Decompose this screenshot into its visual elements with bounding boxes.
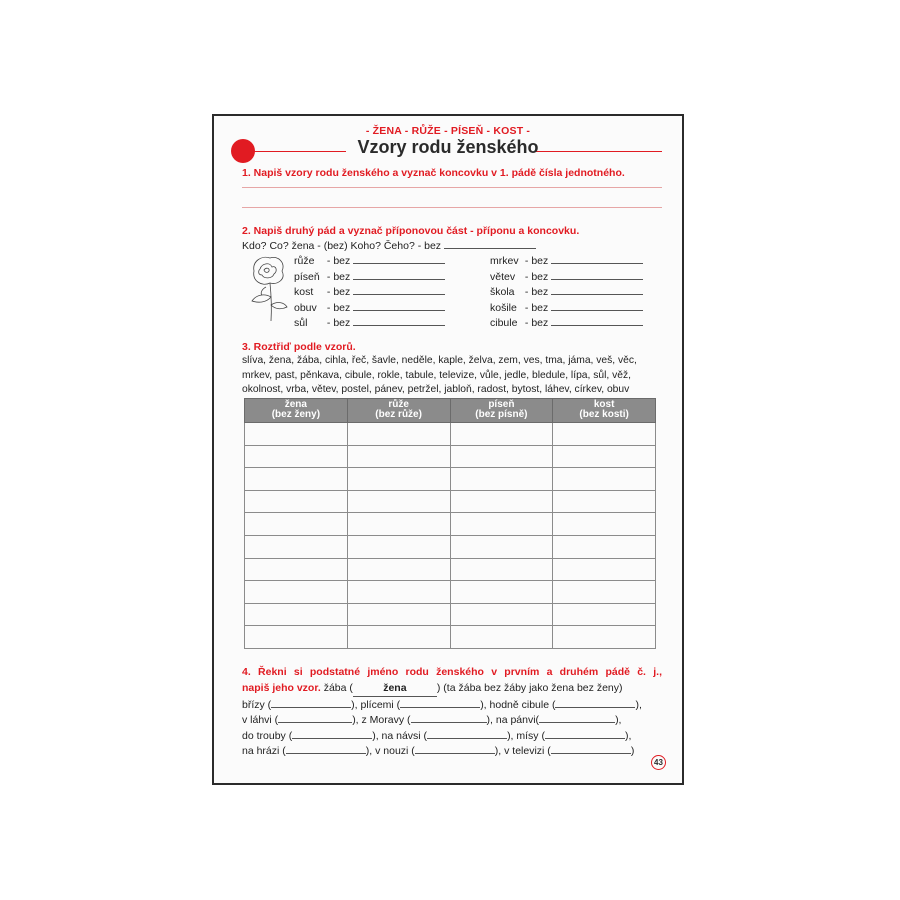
table-cell[interactable] [245,603,348,626]
answer-blank[interactable] [551,315,643,326]
row-text: ), plícemi ( [351,698,401,711]
column-header-pisen [450,399,553,423]
column-header-zena [245,399,348,423]
exercise-row [242,697,642,713]
exercise-2-left-list [294,253,445,331]
row-text: na hrázi ( [242,745,286,757]
column-header-ruze [347,399,450,423]
word: kost [294,286,314,298]
table-cell[interactable] [450,423,553,446]
table-cell[interactable] [347,445,450,468]
table-cell[interactable] [450,445,553,468]
answer-blank[interactable] [427,728,507,739]
table-cell[interactable] [245,490,348,513]
bez-label: - bez [326,301,351,314]
answer-blank[interactable] [551,253,643,264]
word: cibule [490,317,518,329]
bez-label: - bez [326,317,351,329]
bez-label: - bez [524,286,549,298]
answer-blank[interactable] [353,269,445,280]
row-text: břízy ( [242,698,272,711]
table-cell[interactable] [553,626,656,649]
exercise-2-right-list [490,253,643,331]
row-text: ), [635,698,642,711]
list-item [294,284,445,300]
table-row [245,423,656,446]
word: píseň [294,270,320,283]
bez-label: - bez [524,255,549,267]
table-cell[interactable] [347,626,450,649]
answer-blank[interactable] [444,238,536,249]
table-row [245,468,656,491]
column-title: kost [593,399,615,410]
column-subtitle: (bez písně) [475,409,528,420]
answer-blank[interactable] [551,300,643,311]
list-item [294,253,445,269]
table-cell[interactable] [245,445,348,468]
list-item [294,269,445,285]
example-row [242,681,642,697]
bez-label: - bez [524,317,549,329]
answer-blank[interactable] [353,284,445,295]
column-subtitle: (bez růže) [375,409,422,420]
table-cell[interactable] [553,535,656,558]
exercise-3-word-list [242,354,637,398]
column-subtitle: (bez kosti) [579,409,629,420]
exercise-1-heading: 1. Napiš vzory rodu ženského a vyznač koncovku v 1. pádě čísla jednotného. [242,167,625,179]
answer-blank[interactable] [353,315,445,326]
example-note: ) (ta žába bez žáby jako žena bez ženy) [436,682,623,694]
table-row [245,490,656,513]
answer-blank[interactable] [353,300,445,311]
table-cell[interactable] [553,445,656,468]
exercise-row [242,743,642,759]
table-cell[interactable] [553,513,656,536]
column-title: žena [284,399,307,410]
table-row [245,535,656,558]
table-cell[interactable] [347,558,450,581]
answer-blank[interactable] [411,712,487,723]
table-row [245,581,656,604]
row-text: ), [615,714,622,726]
workbook-page [212,114,684,785]
exercise-4-body [242,681,642,759]
list-item [490,284,643,300]
table-cell[interactable] [553,581,656,604]
answer-blank[interactable] [551,743,631,754]
rose-illustration-icon [244,253,290,323]
row-text: ), mísy ( [507,729,545,742]
table-row [245,626,656,649]
table-row [245,445,656,468]
exercise-2-heading: 2. Napiš druhý pád a vyznač příponovou část - příponu a koncovku. [242,225,580,237]
answer-blank[interactable] [286,743,366,754]
word: škola [490,286,515,298]
row-text: ), z Moravy ( [352,714,411,726]
table-cell[interactable] [245,581,348,604]
example-answer [353,681,437,697]
exercise-4-heading-line-2: napiš jeho vzor. [242,682,321,694]
word: mrkev [490,255,519,267]
word: větev [490,270,516,283]
exercise-4-heading-line-1: 4. Řekni si podstatné jméno rodu ženského v prvním a druhém pádě č. j., [242,666,662,678]
table-cell[interactable] [245,558,348,581]
table-cell[interactable] [450,535,553,558]
table-header-row [245,399,656,423]
list-item [490,253,643,269]
table-cell[interactable] [347,490,450,513]
table-cell[interactable] [450,558,553,581]
answer-blank[interactable] [292,728,372,739]
word: obuv [294,301,317,314]
answer-blank[interactable] [551,269,643,280]
exercise-2-question [242,238,536,252]
sorting-table [244,398,656,649]
table-body [245,423,656,649]
bez-label: - bez [524,301,549,314]
list-item [490,300,643,316]
answer-blank[interactable] [400,697,480,708]
table-cell[interactable] [245,535,348,558]
row-text: do trouby ( [242,729,293,742]
table-row [245,603,656,626]
answer-blank[interactable] [271,697,351,708]
table-cell[interactable] [450,468,553,491]
table-cell[interactable] [347,535,450,558]
answer-blank[interactable] [539,712,615,723]
bez-label: - bez [326,286,351,298]
table-cell[interactable] [245,513,348,536]
bez-label: - bez [524,270,549,283]
table-cell[interactable] [245,468,348,491]
row-text: ) [630,745,635,757]
page-number: 43 [651,755,666,770]
table-cell[interactable] [347,468,450,491]
answer-blank[interactable] [353,253,445,264]
table-cell[interactable] [553,558,656,581]
bez-label: - bez [326,270,351,283]
example-word: žába ( [320,682,353,694]
column-subtitle: (bez ženy) [271,409,321,420]
row-text: ), hodně cibule ( [480,698,556,711]
bez-label: - bez [326,255,351,267]
table-row [245,513,656,536]
question-text: Kdo? Co? žena - (bez) Koho? Čeho? - bez [242,240,442,252]
exercise-1-line-2 [242,207,662,208]
column-header-kost [553,399,656,423]
table-cell[interactable] [450,513,553,536]
answer-blank[interactable] [551,284,643,295]
word-line: mrkev, past, pěnkava, cibule, rokle, tabule, televize, vůle, jedle, bledule, lípa, sůl, věž, [242,369,632,381]
word: košile [490,301,517,314]
row-text: ), na pánvi( [486,714,540,726]
row-text: ), v televizi ( [494,745,551,757]
table-cell[interactable] [450,626,553,649]
row-text: ), v nouzi ( [365,745,415,757]
answer-blank[interactable] [545,728,625,739]
answer-blank[interactable] [278,712,352,723]
row-text: v láhvi ( [242,714,279,726]
row-text: ), na návsi ( [372,729,428,742]
answer-blank[interactable] [415,743,495,754]
exercise-row [242,712,642,728]
page-title: Vzory rodu ženského [357,137,539,157]
table-cell[interactable] [553,423,656,446]
table-cell[interactable] [347,513,450,536]
column-title: píseň [488,399,515,410]
table-cell[interactable] [347,423,450,446]
table-cell[interactable] [553,603,656,626]
table-cell[interactable] [553,468,656,491]
table-cell[interactable] [245,626,348,649]
exercise-1-line-1 [242,187,662,188]
example-answer-text: žena [383,682,407,694]
table-cell[interactable] [450,581,553,604]
table-cell[interactable] [450,603,553,626]
column-title: růže [388,399,409,410]
word-line: slíva, žena, žába, cihla, řeč, šavle, neděle, kaple, želva, zem, ves, tma, jáma, veš, věc, [242,355,637,366]
table-cell[interactable] [553,490,656,513]
list-item [294,300,445,316]
table-cell[interactable] [347,581,450,604]
list-item [294,315,445,331]
list-item [490,315,643,331]
table-cell[interactable] [245,423,348,446]
list-item [490,269,643,285]
answer-blank[interactable] [555,697,635,708]
table-row [245,558,656,581]
row-text: ), [624,729,632,742]
exercise-row [242,728,642,744]
declension-patterns: - ŽENA - RŮŽE - PÍSEŇ - KOST - [365,125,531,137]
word: sůl [294,317,308,329]
table-cell[interactable] [450,490,553,513]
word: růže [294,255,315,267]
word-line: okolnost, vrba, větev, postel, pánev, petržel, jabloň, radost, bytost, láhev, církev, obuv [242,384,630,395]
exercise-3-heading: 3. Roztřiď podle vzorů. [242,341,356,353]
table-cell[interactable] [347,603,450,626]
